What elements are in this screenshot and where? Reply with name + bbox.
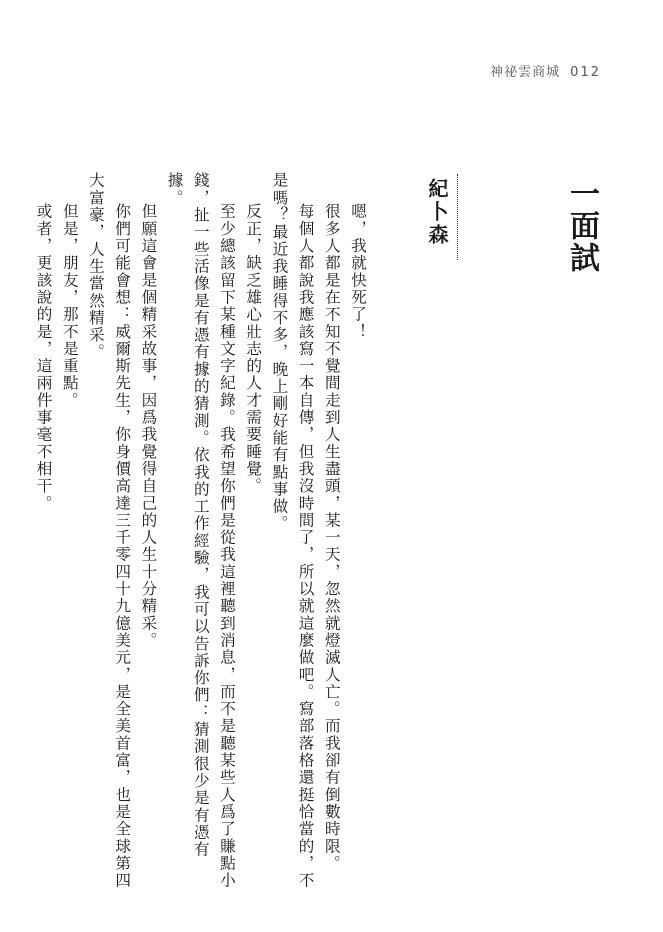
running-head [490,61,601,80]
speaker-divider [457,174,458,260]
page-number: 012 [570,65,601,80]
paragraph: 每個人都說我應該寫一本自傳，但我沒時間了，所以就這麼做吧。寫部落格還挺恰當的，不是嗎？最近我睡得不多，晚上剛好能有點事做。 [270,172,315,890]
chapter-title: 面試 [564,210,599,274]
paragraph: 嗯，我就快死了！ [349,203,367,341]
paragraph: 但願這會是個精采故事，因爲我覺得自己的人生十分精采。 [139,203,158,650]
paragraph: 但是，朋友，那不是重點。 [60,203,79,409]
paragraph: 你們可能會想：威爾斯先生，你身價高達三千零四十九億美元，是全美首富，也是全球第四大富豪，人生當然精采。 [86,172,132,890]
paragraph: 至少總該留下某種文字紀錄。我希望你們是從我這裡聽到消息，而不是聽某些人爲了賺點小錢，扯一些活像是有憑有據的猜測。依我的工作經驗，我可以告訴你們：猜測很少是有憑有據。 [165,172,236,890]
chapter-heading [563,178,599,274]
book-title: 神祕雲商城 [490,65,561,80]
paragraph: 反正，缺乏雄心壯志的人才需要睡覺。 [244,203,263,495]
speaker-name: 紀卜森 [425,178,449,247]
paragraph: 或者，更該說的是，這兩件事毫不相干。 [34,203,53,512]
body-text [30,172,371,892]
chapter-number: 一 [564,178,599,210]
paragraph: 很多人都是在不知不覺間走到人生盡頭，某一天，忽然就燈滅人亡。而我卻有倒數時限。 [322,203,341,873]
